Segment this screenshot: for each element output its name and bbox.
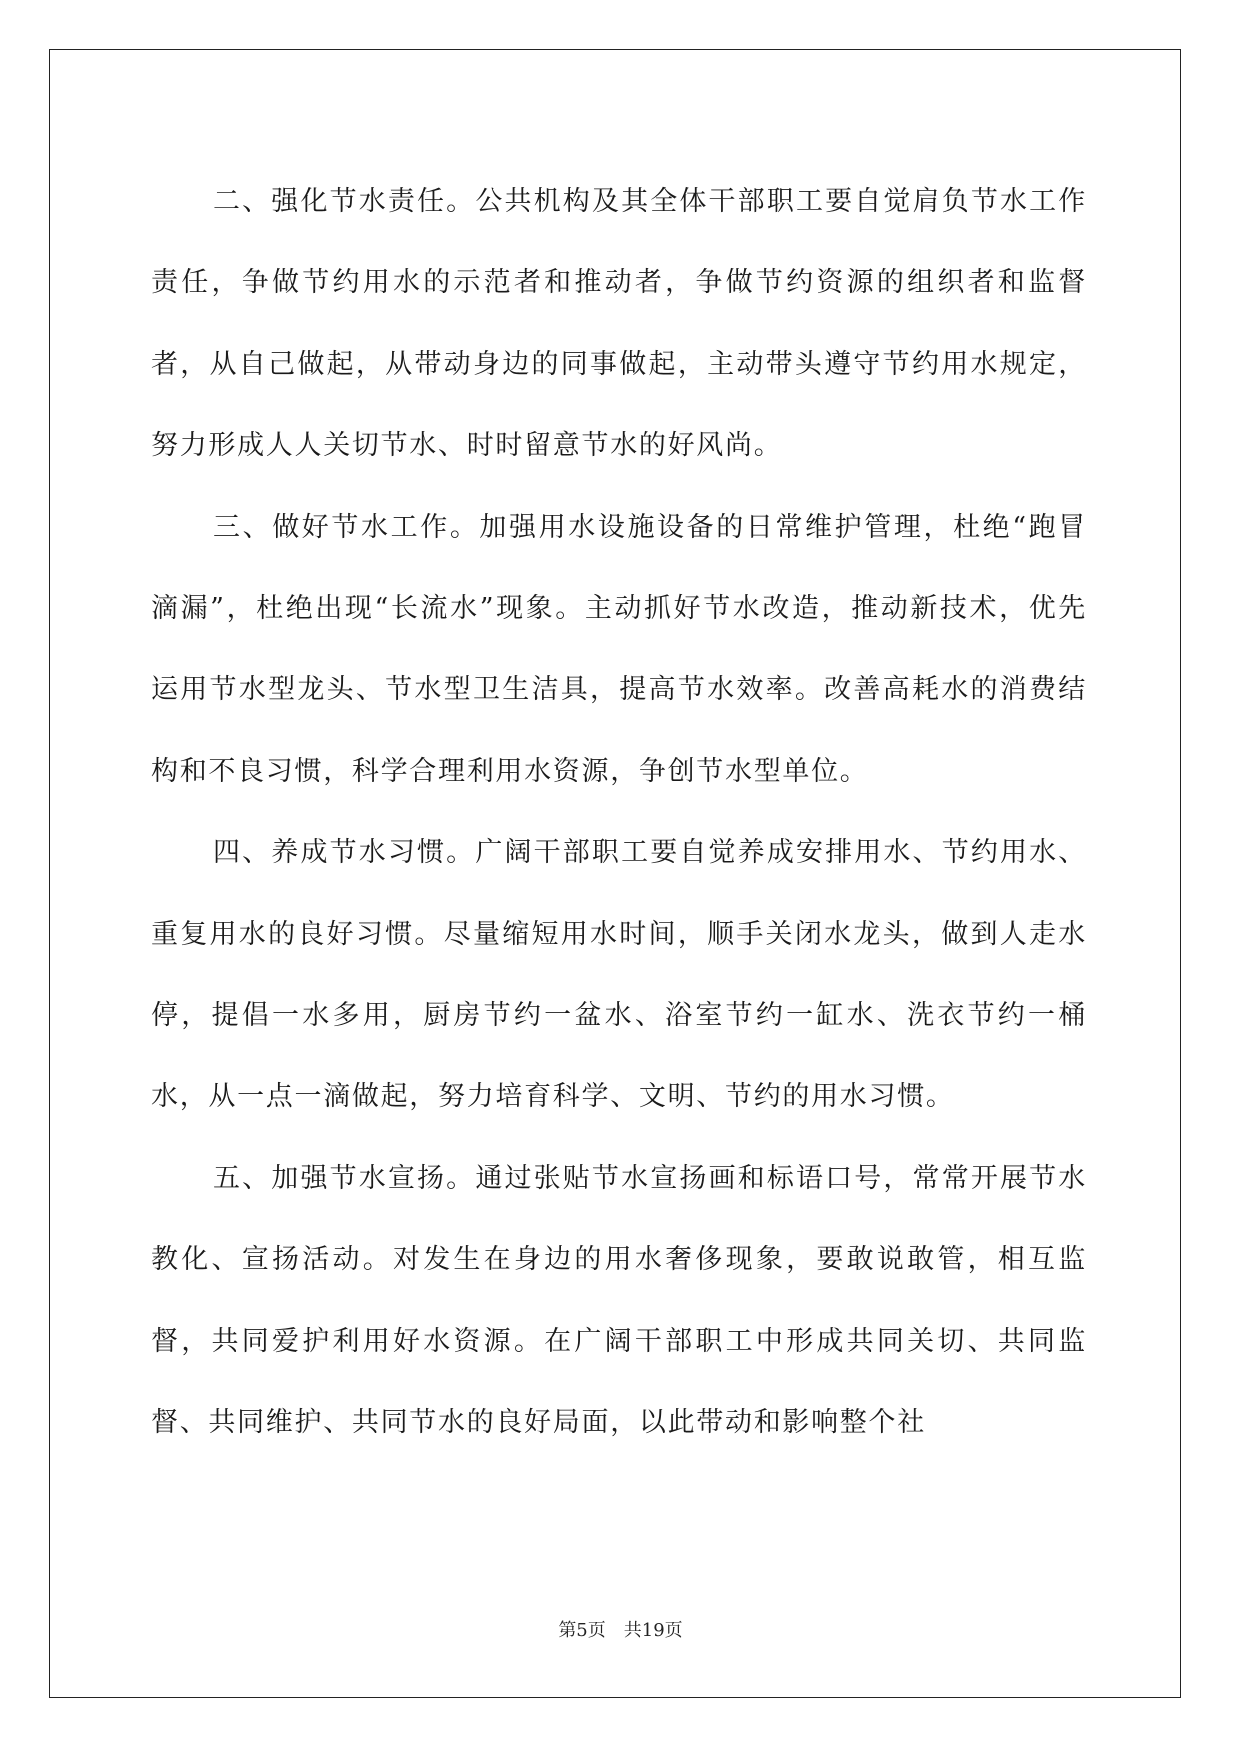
paragraph-water-saving-habits: 四、养成节水习惯。广阔干部职工要自觉养成安排用水、节约用水、重复用水的良好习惯。尽量缩短用水时间，顺手关闭水龙头，做到人走水停，提倡一水多用，厨房节约一盆水、浴室节约一缸水、洗衣节约一桶水，从一点一滴做起，努力培育科学、文明、节约的用水习惯。 bbox=[151, 837, 1087, 1113]
paragraph-water-saving-work: 三、做好节水工作。加强用水设施设备的日常维护管理，杜绝“跑冒滴漏”，杜绝出现“长流水”现象。主动抓好节水改造，推动新技术，优先运用节水型龙头、节水型卫生洁具，提高节水效率。改善高耗水的消费结构和不良习惯，科学合理利用水资源，争创节水型单位。 bbox=[151, 511, 1087, 787]
document-body bbox=[151, 161, 1087, 1464]
paragraph-water-saving-promotion: 五、加强节水宣扬。通过张贴节水宣扬画和标语口号，常常开展节水教化、宣扬活动。对发生在身边的用水奢侈现象，要敢说敢管，相互监督，共同爱护利用好水资源。在广阔干部职工中形成共同关切、共同监督、共同维护、共同节水的良好局面，以此带动和影响整个社 bbox=[151, 1162, 1087, 1439]
page-footer bbox=[0, 1619, 1241, 1643]
page-total: 共19页 bbox=[623, 1620, 683, 1641]
page-number: 第5页 bbox=[558, 1620, 606, 1641]
paragraph-strengthen-responsibility: 二、强化节水责任。公共机构及其全体干部职工要自觉肩负节水工作责任，争做节约用水的示范者和推动者，争做节约资源的组织者和监督者，从自己做起，从带动身边的同事做起，主动带头遵守节约用水规定，努力形成人人关切节水、时时留意节水的好风尚。 bbox=[151, 186, 1087, 462]
